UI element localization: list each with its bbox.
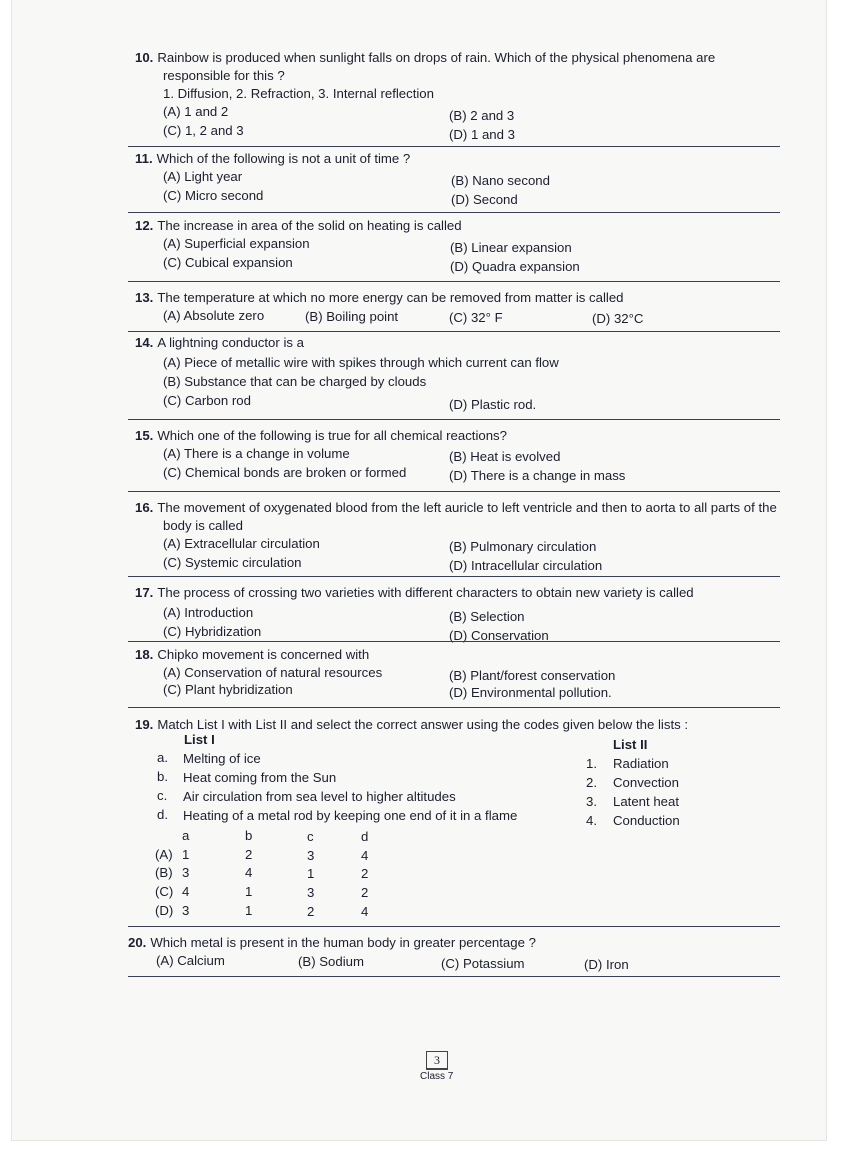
option-a[interactable]: (A) Calcium bbox=[156, 953, 225, 968]
option-a[interactable]: (A) Extracellular circulation bbox=[163, 536, 320, 551]
option-c[interactable]: (C) 32° F bbox=[449, 310, 503, 325]
question-16 bbox=[135, 499, 780, 575]
question-stem bbox=[135, 289, 780, 307]
option-a[interactable]: (A) Light year bbox=[163, 169, 243, 184]
options bbox=[163, 535, 780, 575]
option-a[interactable]: (A) Conservation of natural resources bbox=[163, 665, 383, 680]
question-stem bbox=[135, 584, 780, 602]
options bbox=[163, 664, 780, 704]
question-18 bbox=[135, 646, 780, 704]
divider bbox=[128, 976, 780, 977]
divider bbox=[128, 419, 780, 420]
divider bbox=[128, 281, 780, 282]
code-header: c bbox=[307, 829, 314, 844]
option-a[interactable]: (A) Piece of metallic wire with spikes through which current can flow bbox=[163, 355, 559, 370]
code-value: 1 bbox=[245, 884, 253, 899]
option-b[interactable]: (B) Nano second bbox=[451, 173, 550, 188]
question-number: 12. bbox=[135, 218, 154, 233]
list-1-item: Heat coming from the Sun bbox=[183, 770, 337, 785]
question-number: 20. bbox=[128, 935, 147, 950]
code-value: 2 bbox=[307, 904, 315, 919]
option-d[interactable]: (D) Second bbox=[451, 192, 518, 207]
list-2-item: Convection bbox=[613, 775, 679, 790]
list-2-item: Latent heat bbox=[613, 794, 679, 809]
question-stem bbox=[135, 217, 780, 235]
list-2-title: List II bbox=[613, 737, 648, 752]
question-text: The movement of oxygenated blood from the left auricle to left ventricle and then to aorta to all parts of the body is called bbox=[157, 500, 777, 533]
code-option-d[interactable]: (D) bbox=[155, 903, 174, 918]
option-c[interactable]: (C) Systemic circulation bbox=[163, 555, 302, 570]
option-a[interactable]: (A) 1 and 2 bbox=[163, 104, 229, 119]
option-b[interactable]: (B) 2 and 3 bbox=[449, 108, 515, 123]
option-d[interactable]: (D) There is a change in mass bbox=[449, 468, 626, 483]
question-text: Which one of the following is true for all chemical reactions? bbox=[157, 428, 507, 443]
question-text: The process of crossing two varieties with different characters to obtain new variety is called bbox=[157, 585, 694, 600]
code-value: 2 bbox=[361, 885, 369, 900]
code-value: 4 bbox=[245, 865, 253, 880]
option-a[interactable]: (A) Absolute zero bbox=[163, 308, 265, 323]
options bbox=[163, 103, 780, 143]
code-header: d bbox=[361, 829, 369, 844]
question-19 bbox=[135, 716, 780, 926]
code-value: 3 bbox=[182, 865, 190, 880]
question-stem bbox=[135, 150, 780, 168]
options bbox=[163, 235, 780, 275]
code-value: 3 bbox=[307, 848, 315, 863]
options bbox=[163, 352, 780, 412]
option-c[interactable]: (C) Hybridization bbox=[163, 624, 262, 639]
list-2-key: 4. bbox=[586, 813, 597, 828]
option-d[interactable]: (D) Iron bbox=[584, 957, 629, 972]
question-20 bbox=[128, 934, 780, 974]
question-text: The increase in area of the solid on heating is called bbox=[157, 218, 462, 233]
code-value: 4 bbox=[361, 904, 369, 919]
question-text: Rainbow is produced when sunlight falls on drops of rain. Which of the physical phenomena are responsible for this ? bbox=[157, 50, 716, 83]
list-1-key: d. bbox=[157, 807, 168, 822]
list-1-title: List I bbox=[184, 732, 215, 747]
question-15 bbox=[135, 427, 780, 485]
code-header: a bbox=[182, 828, 190, 843]
options bbox=[156, 952, 780, 974]
question-text: A lightning conductor is a bbox=[157, 335, 304, 350]
question-text: The temperature at which no more energy can be removed from matter is called bbox=[157, 290, 624, 305]
code-value: 3 bbox=[307, 885, 315, 900]
code-value: 1 bbox=[182, 847, 190, 862]
code-header: b bbox=[245, 828, 253, 843]
list-1-key: a. bbox=[157, 750, 168, 765]
list-2-item: Conduction bbox=[613, 813, 680, 828]
question-number: 18. bbox=[135, 647, 154, 662]
option-a[interactable]: (A) There is a change in volume bbox=[163, 446, 350, 461]
question-stem bbox=[135, 646, 780, 664]
divider bbox=[128, 146, 780, 147]
question-number: 10. bbox=[135, 50, 154, 65]
question-text: Which metal is present in the human body in greater percentage ? bbox=[150, 935, 536, 950]
options bbox=[163, 445, 780, 485]
option-c[interactable]: (C) Potassium bbox=[441, 956, 525, 971]
question-number: 17. bbox=[135, 585, 154, 600]
list-1-item: Melting of ice bbox=[183, 751, 261, 766]
code-option-b[interactable]: (B) bbox=[155, 865, 173, 880]
question-stem bbox=[135, 499, 780, 535]
option-d[interactable]: (D) 32°C bbox=[592, 311, 644, 326]
option-d[interactable]: (D) 1 and 3 bbox=[449, 127, 515, 142]
divider bbox=[128, 491, 780, 492]
option-a[interactable]: (A) Superficial expansion bbox=[163, 236, 310, 251]
list-1-item: Air circulation from sea level to higher altitudes bbox=[183, 789, 456, 804]
options bbox=[163, 602, 780, 642]
question-stem bbox=[135, 334, 780, 352]
code-option-a[interactable]: (A) bbox=[155, 847, 173, 862]
question-stem bbox=[128, 934, 780, 952]
question-number: 11. bbox=[135, 151, 153, 166]
list-1-item: Heating of a metal rod by keeping one end of it in a flame bbox=[183, 808, 518, 823]
option-c[interactable]: (C) Chemical bonds are broken or formed bbox=[163, 465, 407, 480]
question-stem bbox=[135, 49, 780, 85]
question-number: 14. bbox=[135, 335, 154, 350]
option-b[interactable]: (B) Linear expansion bbox=[450, 240, 572, 255]
question-text: Chipko movement is concerned with bbox=[157, 647, 370, 662]
option-c[interactable]: (C) Micro second bbox=[163, 188, 264, 203]
divider bbox=[128, 331, 780, 332]
option-b[interactable]: (B) Pulmonary circulation bbox=[449, 539, 597, 554]
option-b[interactable]: (B) Boiling point bbox=[305, 309, 399, 324]
option-b[interactable]: (B) Selection bbox=[449, 609, 525, 624]
question-number: 19. bbox=[135, 717, 154, 732]
code-value: 4 bbox=[182, 884, 190, 899]
option-a[interactable]: (A) Introduction bbox=[163, 605, 254, 620]
page-number: 3 bbox=[426, 1051, 448, 1070]
list-2-key: 3. bbox=[586, 794, 597, 809]
option-b[interactable]: (B) Heat is evolved bbox=[449, 449, 561, 464]
code-value: 2 bbox=[245, 847, 253, 862]
divider bbox=[128, 576, 780, 577]
option-c[interactable]: (C) Carbon rod bbox=[163, 393, 251, 408]
code-value: 1 bbox=[307, 866, 315, 881]
divider bbox=[128, 212, 780, 213]
option-b[interactable]: (B) Substance that can be charged by clouds bbox=[163, 374, 427, 389]
question-number: 13. bbox=[135, 290, 154, 305]
options bbox=[163, 168, 780, 208]
option-d[interactable]: (D) Plastic rod. bbox=[449, 397, 537, 412]
question-text: Which of the following is not a unit of time ? bbox=[156, 151, 411, 166]
list-2-key: 1. bbox=[586, 756, 597, 771]
question-number: 15. bbox=[135, 428, 154, 443]
question-stem bbox=[135, 716, 780, 734]
question-extra: 1. Diffusion, 2. Refraction, 3. Internal reflection bbox=[163, 86, 434, 101]
question-17 bbox=[135, 584, 780, 642]
question-number: 16. bbox=[135, 500, 154, 515]
question-14 bbox=[135, 334, 780, 412]
question-10 bbox=[135, 49, 780, 143]
list-2-key: 2. bbox=[586, 775, 597, 790]
list-2-item: Radiation bbox=[613, 756, 669, 771]
list-1-key: c. bbox=[157, 788, 168, 803]
option-b[interactable]: (B) Plant/forest conservation bbox=[449, 668, 616, 683]
option-b[interactable]: (B) Sodium bbox=[298, 954, 364, 969]
code-value: 4 bbox=[361, 848, 369, 863]
question-11 bbox=[135, 150, 780, 208]
code-value: 1 bbox=[245, 903, 253, 918]
option-d[interactable]: (D) Environmental pollution. bbox=[449, 685, 612, 700]
divider bbox=[128, 926, 780, 927]
code-value: 2 bbox=[361, 866, 369, 881]
class-label: Class 7 bbox=[420, 1071, 454, 1082]
divider bbox=[128, 641, 780, 642]
code-option-c[interactable]: (C) bbox=[155, 884, 174, 899]
question-13 bbox=[135, 289, 780, 329]
option-d[interactable]: (D) Intracellular circulation bbox=[449, 558, 603, 573]
question-stem bbox=[135, 427, 780, 445]
option-c[interactable]: (C) Plant hybridization bbox=[163, 682, 293, 697]
question-12 bbox=[135, 217, 780, 275]
option-d[interactable]: (D) Quadra expansion bbox=[450, 259, 580, 274]
code-value: 3 bbox=[182, 903, 190, 918]
option-c[interactable]: (C) Cubical expansion bbox=[163, 255, 293, 270]
list-1-key: b. bbox=[157, 769, 168, 784]
option-d[interactable]: (D) Conservation bbox=[449, 628, 549, 643]
option-c[interactable]: (C) 1, 2 and 3 bbox=[163, 123, 244, 138]
question-text: Match List I with List II and select the correct answer using the codes given below the lists : bbox=[157, 717, 689, 732]
options bbox=[163, 307, 780, 329]
divider bbox=[128, 707, 780, 708]
